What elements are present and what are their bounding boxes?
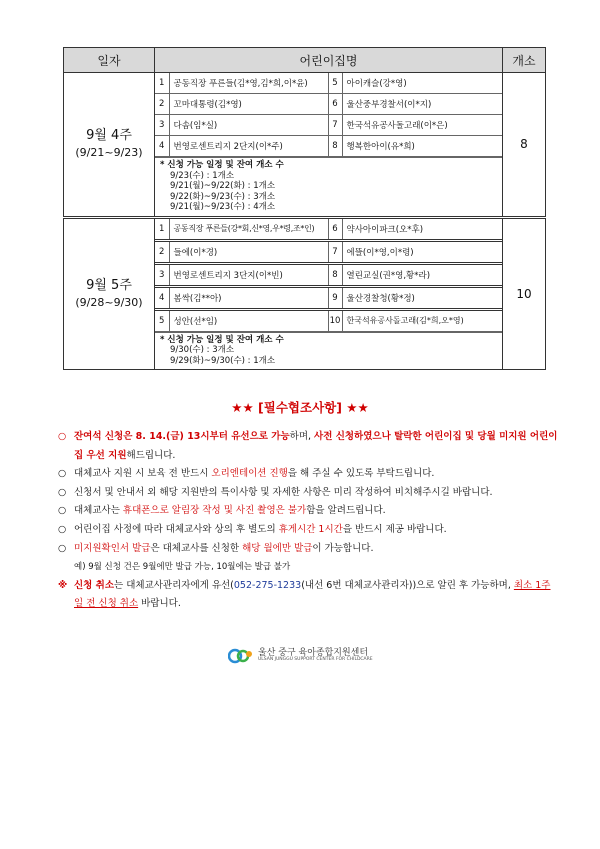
week-row [64,217,546,370]
org-logo [228,645,388,667]
circle-bullet-icon: ○ [58,505,67,517]
item-number: 4 [155,286,169,309]
list-item [155,219,502,241]
item-number: 5 [328,73,342,94]
notes-title: * 신청 가능 일정 및 잔여 개소 수 [160,334,284,345]
item-text: 을 해 주실 수 있도록 부탁드립니다. [287,468,435,480]
daycare-name: 공동직장 푸른들(김*영,김*희,이*윤) [169,73,328,94]
table-header-row [64,48,546,73]
item-text: 이 가능합니다. [312,542,374,554]
list-item [155,94,502,115]
daycare-name: 한국석유공사돌고래(이*은) [342,115,502,136]
list-item [155,309,502,331]
item-number: 3 [155,115,169,136]
item-number: 10 [328,309,342,331]
circle-bullet-icon: ○ [58,486,67,498]
week-cell [64,217,155,370]
item-number: 2 [155,240,169,263]
item-number: 9 [328,286,342,309]
emphasis-text: 잔여석 신청은 8. 14.(금) 13시부터 유선으로 가능 [74,431,290,442]
item-number: 4 [155,136,169,157]
item-number: 6 [328,94,342,115]
item-number: 3 [155,263,169,286]
item-text: 바랍니다. [138,598,181,610]
daycare-name: 에뜰(이*영,이*령) [342,240,502,263]
item-text: 해드립니다. [126,449,176,461]
daycare-name: 꼬마대통령(김*영) [169,94,328,115]
item-number: 7 [328,115,342,136]
week-row [64,73,546,218]
cooperation-list [58,428,558,614]
daycare-name: 한국석유공사돌고래(김*희,오*영) [342,309,502,331]
schedule-table [63,47,546,370]
list-item [58,484,558,503]
emphasis-text: 최소 1주일 전 신청 취소 [74,579,551,610]
week-dates: (9/21~9/23) [75,146,143,160]
week-label: 9월 4주 [86,128,132,144]
circle-bullet-icon: ○ [58,468,67,480]
list-item [58,521,558,540]
note-line: 9/22(화)~9/23(수) : 3개소 [170,191,276,202]
org-name: 울산 중구 육아종합지원센터 [258,648,369,658]
emphasis-text: 미지원확인서 발급 [74,542,151,554]
item-text: 신청서 및 안내서 외 해당 지원반의 특이사항 및 자세한 사항은 미리 작성하여 비치해주시길 바랍니다. [74,486,493,498]
daycare-list-cell [155,217,503,370]
availability-notes [155,157,502,216]
emphasis-text: 휴게시간 1시간 [278,523,343,535]
list-item [58,465,558,484]
count-cell: 8 [503,73,546,218]
list-item [155,263,502,286]
emphasis-text: 휴대폰으로 알림장 작성 및 사진 촬영은 불가 [122,505,307,517]
daycare-name: 번영로센트리지 2단지(이*주) [169,136,328,157]
daycare-name: 공동직장 푸른들(강*회,신*영,우*령,조*인) [169,219,328,241]
item-text: 는 대체교사관리자에게 유선( [114,579,234,591]
list-item [155,73,502,94]
daycare-list-cell [155,73,503,218]
emphasis-text: 오리엔테이션 진행 [211,468,288,480]
item-number: 8 [328,263,342,286]
daycare-name: 울산경찰청(황*정) [342,286,502,309]
list-item [58,577,558,614]
item-text: 은 대체교사를 신청한 [150,542,243,554]
daycare-name: 행복한아이(유*희) [342,136,502,157]
example-note [58,558,558,577]
item-number: 1 [155,219,169,241]
reference-mark-icon: ※ [58,579,68,591]
item-text: 대체교사 지원 시 보육 전 반드시 [74,468,212,480]
item-number: 2 [155,94,169,115]
daycare-name: 아이캐슬(강*영) [342,73,502,94]
item-text: 어린이집 사정에 따라 대체교사와 상의 후 별도의 [74,523,279,535]
org-name-english: ULSAN JUNGGU SUPPORT CENTER FOR CHILDCARE [258,657,373,662]
item-number: 5 [155,309,169,331]
emphasis-text: 사전 신청하였으나 탈락한 어린이집 및 당월 미지원 어린이집 우선 지원 [74,431,558,461]
week-dates: (9/28~9/30) [75,295,143,309]
list-item [155,136,502,157]
list-item [58,540,558,559]
circle-bullet-icon: ○ [58,431,67,442]
list-item [155,286,502,309]
circle-bullet-icon: ○ [58,523,67,535]
item-text: (내선 6번 대체교사관리자))으로 알린 후 가능하며, [301,579,514,591]
item-number: 1 [155,73,169,94]
item-text: 하며, [289,431,315,442]
list-item [155,115,502,136]
notes-title: * 신청 가능 일정 및 잔여 개소 수 [160,160,284,170]
daycare-list [155,219,502,332]
item-text: 함을 알려드립니다. [306,505,386,517]
emphasis-text: 신청 취소 [74,579,115,591]
list-item [58,428,558,465]
phone-number: 052-275-1233 [233,579,302,591]
note-line: 9/21(월)~9/23(수) : 4개소 [170,202,276,212]
daycare-name: 번영로센트리지 3단지(이*빈) [169,263,328,286]
item-number: 7 [328,240,342,263]
note-line: 9/23(수) : 1개소 [170,170,235,181]
emphasis-text: 해당 월에만 발급 [242,542,313,554]
week-cell [64,73,155,218]
note-line: 9/30(수) : 3개소 [170,345,235,355]
header-count: 개소 [503,48,546,73]
circle-bullet-icon: ○ [58,542,67,554]
list-item [155,240,502,263]
daycare-name: 성안(선*임) [169,309,328,331]
count-cell: 10 [503,217,546,370]
header-date: 일자 [64,48,155,73]
week-label: 9월 5주 [86,277,132,293]
item-number: 8 [328,136,342,157]
item-text: 을 반드시 제공 바랍니다. [342,523,447,535]
note-line: 9/21(월)~9/22(화) : 1개소 [170,181,276,191]
item-number: 6 [328,219,342,241]
note-line: 9/29(화)~9/30(수) : 1개소 [170,355,276,366]
list-item [58,502,558,521]
daycare-name: 약사아이파크(오*후) [342,219,502,241]
daycare-name: 들에(이*경) [169,240,328,263]
header-daycare-name: 어린이집명 [155,48,503,73]
swirl-logo-icon [228,646,254,666]
daycare-name: 열린교실(권*영,황*라) [342,263,502,286]
availability-notes [155,332,502,370]
item-text: 대체교사는 [74,505,123,517]
daycare-name: 울산중부경찰서(이*지) [342,94,502,115]
daycare-name: 봄싹(김**아) [169,286,328,309]
daycare-name: 다솜(임*실) [169,115,328,136]
daycare-list [155,73,502,157]
cooperation-title: ★★ [필수협조사항] ★★ [231,400,369,415]
item-text: 예) 9월 신청 건은 9월에만 발급 가능, 10월에는 발급 불가 [74,562,291,573]
